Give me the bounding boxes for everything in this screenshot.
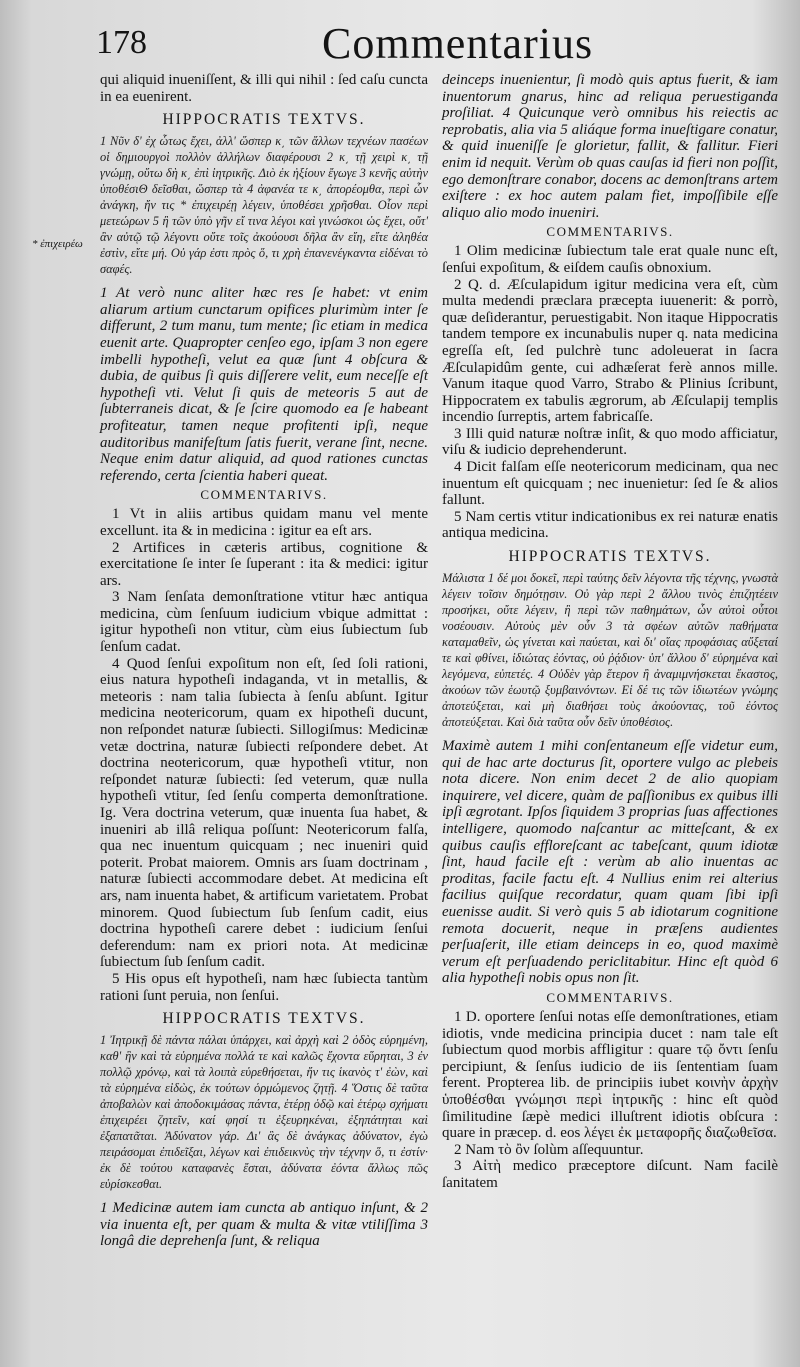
latin-translation: Maximè autem 1 mihi conſentaneum eſſe videtur eum, qui de hac arte docturus ſit, oportere vulgo ac plebeis nota dicere. Non enim decet 2 de alio quopiam inquirere, vel dicere, quàm de paſſionibus ex quibus illi ipſi ægrotant. Ipſos ſiquidem 3 proprias ſuas affectiones intelligere, quomodo naſcantur ac mitteſcant, & ex quibus cauſis effloreſcant ac tabeſcant, quum idiotæ ſint, haud facile eſt : verùm ab alio inuentas ac proditas, facile factu eſt. 4 Nullius enim rei alterius facilius quiſque recordatur, quam quam ſibi ipſi euenisse audit. Si verò quis 5 ab idiotarum cognitione remota docuerit, neque in præſens audientes perſuaſerit, ille etiam deinceps in eo, quod maximè verum eſt perſuadendo periclitabitur. Hinc eſt quòd 6 alia hypotheſi nobis opus non ſit. <box>442 738 778 987</box>
latin-translation: 1 Medicinæ autem iam cuncta ab antiquo inſunt, & 2 via inuenta eſt, per quam & multa & vitæ vtiliſſima 3 longâ die deprehenſa ſunt, & reliqua <box>100 1200 428 1250</box>
commentary-item: 3 Nam ſenſata demonſtratione vtitur hæc antiqua medicina, cùm ſenſuum iudicium vbique admittat : igitur hypotheſi non vtitur, cùm eius ſubiectum ſub ſenſum cadat. <box>100 589 428 656</box>
left-column <box>100 72 428 1250</box>
commentary-item: 5 Nam certis vtitur indicationibus ex rei naturæ enatis antiqua medicina. <box>442 508 778 542</box>
page-number: 178 <box>96 24 147 61</box>
commentary-item: 1 Olim medicinæ ſubiectum tale erat quale nunc eſt, ſenſui expoſitum, & eiſdem cauſis obnoxium. <box>442 243 778 276</box>
running-title: Commentarius <box>322 19 594 68</box>
commentary-item: 1 D. oportere ſenſui notas eſſe demonſtrationes, etiam idiotis, vnde medicina principia ducet : nam tale eſt ſubiectum quod morbis affligitur : quare τῷ ὄντι ſenſu percipiunt, & ſenſus iudicio de iis ſententiam ſuam ferent. Propterea lib. de principiis iubet κοινὴν ἀρχὴν ὑποθέσθαι γνώμησι περὶ ἰητρικῆς : hinc eſt quòd ſimilitudine ſæpè medici illuſtrent idiotis obſcura : quare in præcep. d. eos λέγει ἐκ μεταφορῆς διαζωθεῖσα. <box>442 1008 778 1142</box>
commentary-item: 2 Artifices in cæteris artibus, cognitione & exercitatione ſe inter ſe ſuperant : ita & medici: igitur ars. <box>100 539 428 589</box>
margin-note: * ἐπιχειρέω <box>32 238 83 250</box>
commentary-item: 5 His opus eſt hypotheſi, nam hæc ſubiecta tantùm rationi ſunt peruia, non ſenſui. <box>100 970 428 1004</box>
commentarius-heading: COMMENTARIVS. <box>546 224 674 240</box>
hippocratis-heading: HIPPOCRATIS TEXTVS. <box>162 1010 366 1028</box>
latin-translation: 1 At verò nunc aliter hæc res ſe habet: vt enim aliarum artium cunctarum opifices plurimùm inter ſe differunt, 2 tum manu, tum mente; ſic etiam in medica euenit arte. Quapropter cenſeo ego, ipſam 3 non egere imbelli hypotheſi, velut ea quæ ſunt 4 obſcura & dubia, de quibus ſi quis diſſerere velit, eum neceſſe eſt hypotheſi vti. Velut ſi quis de meteoris 5 aut de ſubterraneis dicat, & ſe ſcire quomodo ea ſe habeant profiteatur, tamen neque profitenti ipſi, neque auditoribus manifeſtum ſatis fuerit, verane ſint, necne. Neque enim datur aliquid, ad quod rationes cunctas referendo, certa ſcientia haberi queat. <box>100 285 428 484</box>
commentary-item: 4 Dicit falſam eſſe neotericorum medicinam, qua nec inuentum eſt quicquam ; nec inuenietur: ſed ſe & alios fallunt. <box>442 459 778 509</box>
commentary-item: 4 Quod ſenſui expoſitum non eſt, ſed ſoli rationi, eius natura hypotheſi indaganda, vt in metallis, & meteoris : nam talia ſubiecta à ſenſu abſunt. Igitur medicina neotericorum, quam ex hipotheſi ducunt, non reſpondet naturæ ſubiecti. Sillogiſmus: Medicinæ vetæ doctrina, naturæ ſubiecti reſpondere debet. At doctrina neotericorum, quæ hypotheſi vtitur, non reſpondet naturæ ſubiecti: ſed veterum, quæ nulla hypotheſi vtitur, ſed ſenſu comperta demonſtratione. Ig. Vera doctrina veterum, quæ inuenta ſua habet, & inueniri ab illâ reliqua poſſunt: Neotericorum falſa, qua nec inuentum quicquam ; nec inueniri quid poterit. Probat maiorem. Omnis ars ſuam doctrinam , naturæ ſubiecti accommodare debet. At medicina eſt ars, nam inuenta habet, & artificum varietatem. Probat minorem. Quod ſubiectum ſub ſenſum cadit, eius doctrina hypotheſi carere debet : iudicium ſenſui deferendum: nam ex priori nota. At medicinæ ſubiectum ſub ſenſum cadit. <box>100 655 428 971</box>
greek-text-block: 1 Ἰητρικῇ δὲ πάντα πάλαι ὑπάρχει, καὶ ἀρχὴ καὶ 2 ὁδὸς εὑρημένη, καθ' ἣν καὶ τὰ εὑρημένα πολλά τε καὶ καλῶς ἔχοντα εὕρηται, 3 ἐν πολλῷ χρόνῳ, καὶ τὰ λοιπὰ εὑρεθήσεται, ἤν τις ἱκανὸς τ' ἐὼν, καὶ τὰ εὑρημένα εἰδὼς, ἐκ τούτων ὁρμώμενος ζητῇ. 4 Ὅστις δὲ ταῦτα ἀποβαλὼν καὶ ἀποδοκιμάσας πάντα, ἑτέρῃ ὁδῷ καὶ ἑτέρῳ σχήματι ἐπιχειρέει ζητεῖν, καί φησί τι ἐξευρηκέναι, ἐξηπάτηται καὶ ἐξαπατᾶται. Ἀδύνατον γάρ. Δι' ἃς δὲ ἀνάγκας ἀδύνατον, ἐγὼ πειράσομαι ἐπιδεῖξαι, λέγων καὶ ἐπιδεικνὺς τὴν τέχνην ὅ, τι ἐστίν· ἐκ δὲ τούτου καταφανὲς ἔσται, ἀδύνατα ἐόντα ἄλλως πῶς εὑρίσκεσθαι. <box>100 1033 428 1192</box>
greek-text-block: 1 Νῦν δ' ἐχ ὧτως ἔχει, ἀλλ' ὥσπερ κ͵ τῶν ἄλλων τεχνέων πασέων οἱ δημιουργοὶ πολλὸν ἀλλήλων διαφέρουσι 2 κ͵ τῇ χειρὶ κ͵ τῇ γνώμῃ, οὕτω δὴ κ͵ ἐπὶ ἰητρικῆς. Διὸ ἐκ ἠξίουν ἔγωγε 3 κενῆς αὐτὴν ὑποθέσιΘ δεῖσθαι, ὥσπερ τὰ 4 ἀφανέα τε κ͵ ἀπορέομθα, περὶ ὧν ἀνάγκη, ἤν τις * ἐπιχειρέῃ λέγειν, ὑποθέσει χρῆσθαι. Οἷον περὶ μετεώρων 5 ἢ τῶν ὑπὸ γῆν εἴ τινα λέγοι καὶ γινώσκοι ὡς ἔχει, οὔτ' ἂν αὐτῷ τῷ λέγοντι οὔτε τοῖς ἀκούουσι δῆλα ἂν εἴη, εἴτε ἀληθέα ἐστὶν, εἴτε μή. Οὐ γάρ ἐστι πρὸς ὅ, τι χρὴ ἐπανενέγκαντα εἰδέναι τὸ σαφές. <box>100 134 428 277</box>
commentary-item: 2 Q. d. Æſculapidum igitur medicina vera eſt, cùm multa medendi præclara præcepta iuuenerit: & porrò, quæ deſiderantur, peruestigabit. Non itaque Hippocratis tandem tempore ex incunabulis nuper q. nata medicina egreſſa eſt, ſed pulchrè tunc adoleuerat in ſacra Æſculapidûm gente, cui adhæſerat ferè annos mille. Vanum itaque quod Varro, Strabo & Plinius ſcribunt, Hippocratem ex tabulis ægrorum, ab Æſculapij templis incendio ſurreptis, artem fabricaſſe. <box>442 276 778 426</box>
hippocratis-heading: HIPPOCRATIS TEXTVS. <box>162 111 366 129</box>
intro-paragraph: qui aliquid inueniſſent, & illi qui nihil : ſed caſu cuncta in ea euenirent. <box>100 72 428 105</box>
commentary-item: 2 Nam τὸ ὂν ſolùm aſſequuntur. <box>454 1141 644 1158</box>
commentary-item: 3 Αἰτὴ medico præceptore diſcunt. Nam facilè ſanitatem <box>442 1158 778 1191</box>
hippocratis-heading: HIPPOCRATIS TEXTVS. <box>508 548 712 566</box>
commentary-item: 3 Illi quid naturæ noſtræ inſit, & quo modo afficiatur, viſu & iudicio deprehenderunt. <box>442 425 778 459</box>
page-header <box>0 10 800 72</box>
commentarius-heading: COMMENTARIVS. <box>546 989 674 1005</box>
latin-translation: deinceps inuenientur, ſi modò quis aptus fuerit, & iam inuentorum gnarus, hinc ad reliqua peruestiganda proſiliat. 4 Quicunque verò omnibus his reiectis ac reprobatis, alia via 5 aliáque forma inueſtigare conatur, & quid inueniſſe ſe glorietur, fallit, & fallitur. Fieri enim id nequit. Verùm ob quas cauſas id fieri non poſſit, ego demonſtrare conabor, docens ac demonſtrans artem exiſtere : ex hoc autem palam fiet, impoſſibile eſſe aliquo alio modo inueniri. <box>442 72 778 221</box>
commentarius-heading: COMMENTARIVS. <box>200 487 328 503</box>
right-column <box>442 72 778 1191</box>
greek-text-block: Μάλιστα 1 δέ μοι δοκεῖ, περὶ ταύτης δεῖν λέγοντα τῆς τέχνης, γνωστὰ λέγειν τοῖσιν δημότῃσιν. Οὐ γὰρ περὶ 2 ἄλλου τινὸς ἐπιζητέειν προσήκει, οὔτε λέγειν, ἢ περὶ τῶν παθημάτων, ὧν αὐτοὶ οὗτοι νοσέουσιν. Αὐτοὺς μὲν οὖν 3 τὰ σφέων αὐτῶν παθήματα καταμαθεῖν, ὡς γίνεται καὶ παύεται, καὶ δι' οἵας προφάσιας αὔξεταί τε καὶ φθίνει, ἰδιώτας ἐόντας, οὐ ῥᾴδιον· ὑπ' ἄλλου δ' εὑρημένα καὶ λεγόμενα, εὐπετές. 4 Οὐδὲν γὰρ ἕτερον ἢ ἀναμιμνήσκεται ἕκαστος, ἀκούων τῶν ἑωυτῷ ξυμβαινόντων. Εἰ δέ τις τῶν ἰδιωτέων γνώμης ἀποτεύξεται, καὶ μὴ διαθήσει τοὺς ἀκούοντας, τοῦ ἐόντος ἀποτεύξεται. Καὶ διὰ ταῦτα οὖν δεῖν ὑποθέσιος. <box>442 571 778 730</box>
commentary-item: 1 Vt in aliis artibus quidam manu vel mente excellunt. ita & in medicina : igitur ea eſt ars. <box>100 506 428 539</box>
